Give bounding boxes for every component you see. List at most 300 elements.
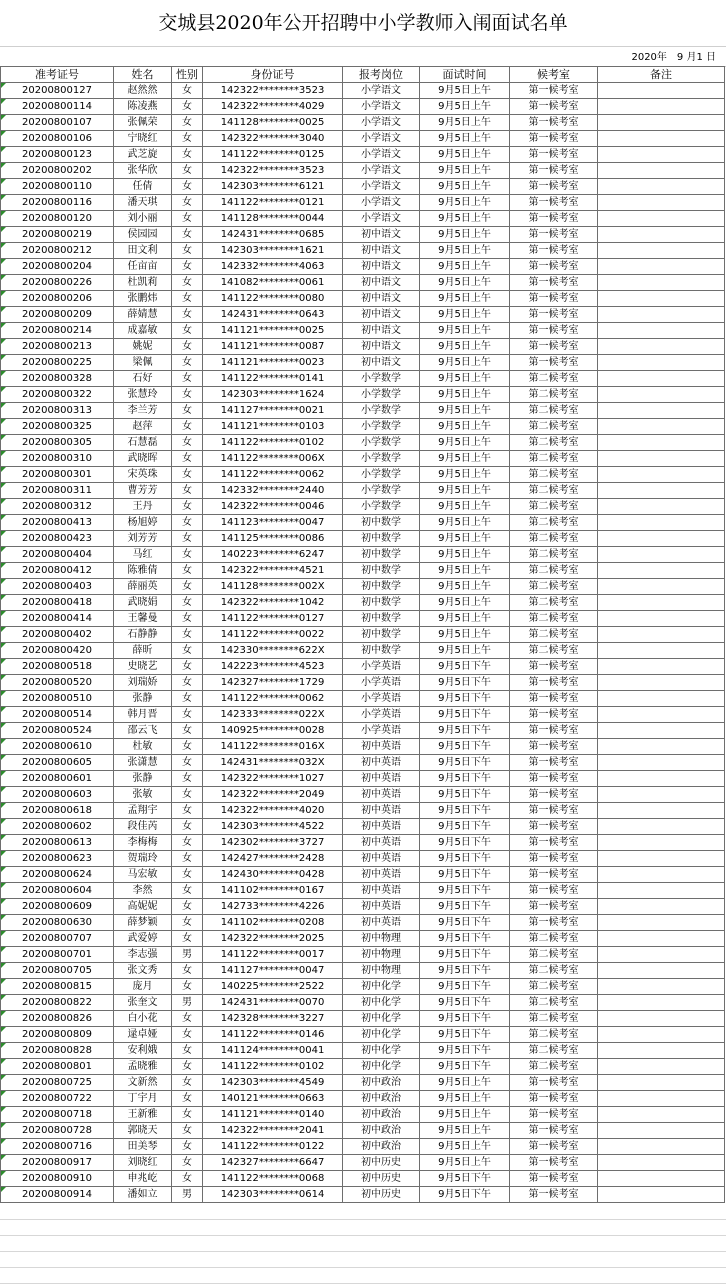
header-interview-time[interactable]: 面试时间: [420, 67, 510, 83]
cell-position[interactable]: 小学语文: [343, 99, 420, 115]
cell-id-number[interactable]: 142322********3523: [203, 163, 343, 179]
cell-remarks[interactable]: [598, 243, 725, 259]
cell-position[interactable]: 小学数学: [343, 483, 420, 499]
cell-gender[interactable]: 女: [172, 339, 203, 355]
cell-waiting-room[interactable]: 第二候考室: [510, 515, 598, 531]
cell-waiting-room[interactable]: 第二候考室: [510, 1011, 598, 1027]
cell-exam-id[interactable]: 20200800206: [1, 291, 114, 307]
cell-position[interactable]: 初中化学: [343, 1059, 420, 1075]
cell-waiting-room[interactable]: 第二候考室: [510, 947, 598, 963]
cell-remarks[interactable]: [598, 227, 725, 243]
cell-position[interactable]: 初中化学: [343, 1027, 420, 1043]
cell-interview-time[interactable]: 9月5日上午: [420, 1107, 510, 1123]
cell-interview-time[interactable]: 9月5日下午: [420, 995, 510, 1011]
cell-position[interactable]: 初中英语: [343, 851, 420, 867]
cell-name[interactable]: 潘天琪: [114, 195, 172, 211]
cell-interview-time[interactable]: 9月5日上午: [420, 467, 510, 483]
cell-name[interactable]: 史晓艺: [114, 659, 172, 675]
cell-remarks[interactable]: [598, 931, 725, 947]
cell-exam-id[interactable]: 20200800219: [1, 227, 114, 243]
cell-id-number[interactable]: 142322********2049: [203, 787, 343, 803]
cell-position[interactable]: 初中语文: [343, 275, 420, 291]
cell-remarks[interactable]: [598, 1107, 725, 1123]
cell-id-number[interactable]: 142330********622X: [203, 643, 343, 659]
cell-waiting-room[interactable]: 第二候考室: [510, 499, 598, 515]
cell-remarks[interactable]: [598, 355, 725, 371]
cell-id-number[interactable]: 141127********0021: [203, 403, 343, 419]
cell-exam-id[interactable]: 20200800605: [1, 755, 114, 771]
cell-waiting-room[interactable]: 第一候考室: [510, 867, 598, 883]
cell-id-number[interactable]: 141102********0167: [203, 883, 343, 899]
cell-name[interactable]: 李兰芳: [114, 403, 172, 419]
cell-position[interactable]: 初中化学: [343, 995, 420, 1011]
cell-position[interactable]: 小学英语: [343, 659, 420, 675]
cell-interview-time[interactable]: 9月5日上午: [420, 243, 510, 259]
cell-id-number[interactable]: 142431********0643: [203, 307, 343, 323]
cell-gender[interactable]: 女: [172, 1075, 203, 1091]
cell-id-number[interactable]: 141122********0062: [203, 467, 343, 483]
cell-id-number[interactable]: 142322********1027: [203, 771, 343, 787]
cell-position[interactable]: 小学语文: [343, 131, 420, 147]
cell-remarks[interactable]: [598, 851, 725, 867]
cell-name[interactable]: 张潇慧: [114, 755, 172, 771]
cell-position[interactable]: 小学数学: [343, 403, 420, 419]
cell-name[interactable]: 李然: [114, 883, 172, 899]
cell-exam-id[interactable]: 20200800514: [1, 707, 114, 723]
cell-gender[interactable]: 女: [172, 787, 203, 803]
cell-position[interactable]: 小学数学: [343, 499, 420, 515]
cell-remarks[interactable]: [598, 99, 725, 115]
cell-gender[interactable]: 女: [172, 707, 203, 723]
cell-waiting-room[interactable]: 第一候考室: [510, 275, 598, 291]
cell-interview-time[interactable]: 9月5日下午: [420, 675, 510, 691]
cell-waiting-room[interactable]: 第一候考室: [510, 851, 598, 867]
cell-name[interactable]: 姚妮: [114, 339, 172, 355]
cell-exam-id[interactable]: 20200800603: [1, 787, 114, 803]
cell-interview-time[interactable]: 9月5日下午: [420, 899, 510, 915]
cell-remarks[interactable]: [598, 1171, 725, 1187]
cell-id-number[interactable]: 142431********0070: [203, 995, 343, 1011]
cell-gender[interactable]: 男: [172, 995, 203, 1011]
cell-interview-time[interactable]: 9月5日上午: [420, 579, 510, 595]
cell-interview-time[interactable]: 9月5日上午: [420, 563, 510, 579]
cell-remarks[interactable]: [598, 691, 725, 707]
cell-id-number[interactable]: 142733********4226: [203, 899, 343, 915]
cell-interview-time[interactable]: 9月5日上午: [420, 547, 510, 563]
cell-remarks[interactable]: [598, 819, 725, 835]
cell-gender[interactable]: 女: [172, 675, 203, 691]
cell-interview-time[interactable]: 9月5日上午: [420, 435, 510, 451]
cell-remarks[interactable]: [598, 947, 725, 963]
cell-name[interactable]: 孟晓雅: [114, 1059, 172, 1075]
cell-name[interactable]: 刘晓红: [114, 1155, 172, 1171]
cell-waiting-room[interactable]: 第一候考室: [510, 259, 598, 275]
cell-gender[interactable]: 女: [172, 899, 203, 915]
cell-waiting-room[interactable]: 第一候考室: [510, 323, 598, 339]
cell-remarks[interactable]: [598, 1123, 725, 1139]
cell-position[interactable]: 小学英语: [343, 723, 420, 739]
cell-exam-id[interactable]: 20200800301: [1, 467, 114, 483]
cell-position[interactable]: 初中化学: [343, 1011, 420, 1027]
cell-position[interactable]: 初中英语: [343, 787, 420, 803]
cell-id-number[interactable]: 142303********4549: [203, 1075, 343, 1091]
cell-name[interactable]: 杜凯莉: [114, 275, 172, 291]
cell-gender[interactable]: 女: [172, 419, 203, 435]
cell-gender[interactable]: 女: [172, 771, 203, 787]
cell-exam-id[interactable]: 20200800310: [1, 451, 114, 467]
cell-exam-id[interactable]: 20200800718: [1, 1107, 114, 1123]
cell-position[interactable]: 小学语文: [343, 211, 420, 227]
cell-remarks[interactable]: [598, 547, 725, 563]
cell-interview-time[interactable]: 9月5日上午: [420, 307, 510, 323]
cell-id-number[interactable]: 142427********2428: [203, 851, 343, 867]
cell-position[interactable]: 初中英语: [343, 883, 420, 899]
cell-waiting-room[interactable]: 第一候考室: [510, 707, 598, 723]
cell-waiting-room[interactable]: 第二候考室: [510, 387, 598, 403]
cell-exam-id[interactable]: 20200800209: [1, 307, 114, 323]
cell-interview-time[interactable]: 9月5日下午: [420, 787, 510, 803]
cell-id-number[interactable]: 141121********0140: [203, 1107, 343, 1123]
cell-remarks[interactable]: [598, 531, 725, 547]
cell-waiting-room[interactable]: 第二候考室: [510, 451, 598, 467]
cell-gender[interactable]: 女: [172, 435, 203, 451]
cell-position[interactable]: 初中语文: [343, 339, 420, 355]
cell-gender[interactable]: 女: [172, 1011, 203, 1027]
cell-name[interactable]: 张静: [114, 691, 172, 707]
cell-position[interactable]: 初中英语: [343, 739, 420, 755]
cell-id-number[interactable]: 141122********016X: [203, 739, 343, 755]
cell-remarks[interactable]: [598, 147, 725, 163]
cell-waiting-room[interactable]: 第二候考室: [510, 1027, 598, 1043]
cell-interview-time[interactable]: 9月5日上午: [420, 419, 510, 435]
cell-remarks[interactable]: [598, 115, 725, 131]
cell-interview-time[interactable]: 9月5日上午: [420, 211, 510, 227]
cell-waiting-room[interactable]: 第一候考室: [510, 83, 598, 99]
cell-exam-id[interactable]: 20200800801: [1, 1059, 114, 1075]
cell-id-number[interactable]: 141082********0061: [203, 275, 343, 291]
cell-position[interactable]: 小学语文: [343, 147, 420, 163]
cell-position[interactable]: 小学英语: [343, 675, 420, 691]
cell-id-number[interactable]: 141122********0080: [203, 291, 343, 307]
cell-exam-id[interactable]: 20200800815: [1, 979, 114, 995]
cell-remarks[interactable]: [598, 387, 725, 403]
cell-name[interactable]: 马红: [114, 547, 172, 563]
cell-name[interactable]: 张佩荣: [114, 115, 172, 131]
cell-position[interactable]: 小学语文: [343, 195, 420, 211]
cell-gender[interactable]: 女: [172, 803, 203, 819]
cell-gender[interactable]: 女: [172, 1091, 203, 1107]
cell-exam-id[interactable]: 20200800725: [1, 1075, 114, 1091]
cell-remarks[interactable]: [598, 707, 725, 723]
cell-gender[interactable]: 女: [172, 499, 203, 515]
cell-exam-id[interactable]: 20200800510: [1, 691, 114, 707]
cell-id-number[interactable]: 142430********0428: [203, 867, 343, 883]
cell-gender[interactable]: 女: [172, 1155, 203, 1171]
cell-interview-time[interactable]: 9月5日上午: [420, 627, 510, 643]
cell-gender[interactable]: 女: [172, 1027, 203, 1043]
cell-interview-time[interactable]: 9月5日下午: [420, 819, 510, 835]
cell-id-number[interactable]: 140121********0663: [203, 1091, 343, 1107]
header-waiting-room[interactable]: 候考室: [510, 67, 598, 83]
cell-waiting-room[interactable]: 第一候考室: [510, 243, 598, 259]
cell-name[interactable]: 王新雅: [114, 1107, 172, 1123]
cell-exam-id[interactable]: 20200800609: [1, 899, 114, 915]
cell-name[interactable]: 王馨曼: [114, 611, 172, 627]
cell-remarks[interactable]: [598, 83, 725, 99]
cell-interview-time[interactable]: 9月5日上午: [420, 83, 510, 99]
cell-position[interactable]: 小学数学: [343, 387, 420, 403]
cell-interview-time[interactable]: 9月5日上午: [420, 99, 510, 115]
cell-id-number[interactable]: 142322********4521: [203, 563, 343, 579]
cell-position[interactable]: 初中政治: [343, 1091, 420, 1107]
cell-name[interactable]: 田美琴: [114, 1139, 172, 1155]
cell-name[interactable]: 赵萍: [114, 419, 172, 435]
cell-exam-id[interactable]: 20200800106: [1, 131, 114, 147]
cell-gender[interactable]: 女: [172, 739, 203, 755]
cell-waiting-room[interactable]: 第一候考室: [510, 227, 598, 243]
cell-remarks[interactable]: [598, 835, 725, 851]
cell-position[interactable]: 初中语文: [343, 243, 420, 259]
cell-position[interactable]: 小学数学: [343, 467, 420, 483]
cell-id-number[interactable]: 142303********6121: [203, 179, 343, 195]
cell-gender[interactable]: 女: [172, 1043, 203, 1059]
cell-interview-time[interactable]: 9月5日上午: [420, 323, 510, 339]
cell-position[interactable]: 初中英语: [343, 835, 420, 851]
cell-id-number[interactable]: 142322********4020: [203, 803, 343, 819]
cell-waiting-room[interactable]: 第二候考室: [510, 627, 598, 643]
cell-exam-id[interactable]: 20200800604: [1, 883, 114, 899]
cell-remarks[interactable]: [598, 1075, 725, 1091]
cell-name[interactable]: 石好: [114, 371, 172, 387]
cell-name[interactable]: 武晓晖: [114, 451, 172, 467]
cell-exam-id[interactable]: 20200800613: [1, 835, 114, 851]
cell-id-number[interactable]: 142332********2440: [203, 483, 343, 499]
cell-remarks[interactable]: [598, 803, 725, 819]
cell-name[interactable]: 邵云飞: [114, 723, 172, 739]
cell-remarks[interactable]: [598, 275, 725, 291]
cell-id-number[interactable]: 142327********6647: [203, 1155, 343, 1171]
cell-id-number[interactable]: 142303********1624: [203, 387, 343, 403]
cell-interview-time[interactable]: 9月5日上午: [420, 115, 510, 131]
cell-exam-id[interactable]: 20200800225: [1, 355, 114, 371]
cell-waiting-room[interactable]: 第二候考室: [510, 931, 598, 947]
cell-interview-time[interactable]: 9月5日上午: [420, 595, 510, 611]
cell-gender[interactable]: 女: [172, 451, 203, 467]
cell-exam-id[interactable]: 20200800826: [1, 1011, 114, 1027]
cell-name[interactable]: 宁晓红: [114, 131, 172, 147]
cell-waiting-room[interactable]: 第一候考室: [510, 195, 598, 211]
cell-name[interactable]: 薛昕: [114, 643, 172, 659]
cell-remarks[interactable]: [598, 675, 725, 691]
cell-name[interactable]: 安利娥: [114, 1043, 172, 1059]
cell-position[interactable]: 初中英语: [343, 771, 420, 787]
cell-exam-id[interactable]: 20200800120: [1, 211, 114, 227]
cell-gender[interactable]: 女: [172, 83, 203, 99]
cell-waiting-room[interactable]: 第一候考室: [510, 1107, 598, 1123]
cell-exam-id[interactable]: 20200800313: [1, 403, 114, 419]
cell-name[interactable]: 高妮妮: [114, 899, 172, 915]
cell-name[interactable]: 杨旭婷: [114, 515, 172, 531]
cell-id-number[interactable]: 142333********022X: [203, 707, 343, 723]
cell-gender[interactable]: 女: [172, 883, 203, 899]
cell-name[interactable]: 薛梦颖: [114, 915, 172, 931]
cell-interview-time[interactable]: 9月5日上午: [420, 1123, 510, 1139]
cell-id-number[interactable]: 141122********0022: [203, 627, 343, 643]
cell-waiting-room[interactable]: 第一候考室: [510, 787, 598, 803]
cell-remarks[interactable]: [598, 723, 725, 739]
cell-waiting-room[interactable]: 第一候考室: [510, 739, 598, 755]
cell-remarks[interactable]: [598, 1027, 725, 1043]
cell-interview-time[interactable]: 9月5日上午: [420, 403, 510, 419]
cell-gender[interactable]: 男: [172, 947, 203, 963]
cell-gender[interactable]: 女: [172, 867, 203, 883]
cell-id-number[interactable]: 141122********006X: [203, 451, 343, 467]
cell-remarks[interactable]: [598, 483, 725, 499]
cell-interview-time[interactable]: 9月5日下午: [420, 659, 510, 675]
cell-position[interactable]: 初中数学: [343, 579, 420, 595]
cell-interview-time[interactable]: 9月5日上午: [420, 371, 510, 387]
cell-position[interactable]: 初中语文: [343, 323, 420, 339]
cell-exam-id[interactable]: 20200800623: [1, 851, 114, 867]
cell-gender[interactable]: 女: [172, 483, 203, 499]
cell-name[interactable]: 张静: [114, 771, 172, 787]
cell-waiting-room[interactable]: 第二候考室: [510, 611, 598, 627]
cell-interview-time[interactable]: 9月5日下午: [420, 835, 510, 851]
cell-position[interactable]: 初中政治: [343, 1123, 420, 1139]
cell-gender[interactable]: 女: [172, 403, 203, 419]
cell-remarks[interactable]: [598, 419, 725, 435]
cell-name[interactable]: 张鹏炜: [114, 291, 172, 307]
cell-interview-time[interactable]: 9月5日上午: [420, 531, 510, 547]
cell-waiting-room[interactable]: 第一候考室: [510, 211, 598, 227]
cell-gender[interactable]: 女: [172, 515, 203, 531]
cell-id-number[interactable]: 141102********0208: [203, 915, 343, 931]
header-name[interactable]: 姓名: [114, 67, 172, 83]
cell-name[interactable]: 曹芳芳: [114, 483, 172, 499]
cell-name[interactable]: 贺瑞玲: [114, 851, 172, 867]
cell-id-number[interactable]: 141128********0044: [203, 211, 343, 227]
cell-gender[interactable]: 女: [172, 291, 203, 307]
cell-gender[interactable]: 女: [172, 563, 203, 579]
cell-exam-id[interactable]: 20200800610: [1, 739, 114, 755]
cell-waiting-room[interactable]: 第一候考室: [510, 115, 598, 131]
cell-interview-time[interactable]: 9月5日下午: [420, 1027, 510, 1043]
cell-exam-id[interactable]: 20200800226: [1, 275, 114, 291]
cell-remarks[interactable]: [598, 467, 725, 483]
cell-gender[interactable]: 女: [172, 371, 203, 387]
cell-name[interactable]: 武爱婷: [114, 931, 172, 947]
cell-remarks[interactable]: [598, 1059, 725, 1075]
cell-interview-time[interactable]: 9月5日上午: [420, 499, 510, 515]
cell-id-number[interactable]: 141122********0141: [203, 371, 343, 387]
cell-name[interactable]: 宋英珠: [114, 467, 172, 483]
cell-exam-id[interactable]: 20200800116: [1, 195, 114, 211]
cell-id-number[interactable]: 142322********0046: [203, 499, 343, 515]
cell-name[interactable]: 陈雅倩: [114, 563, 172, 579]
cell-interview-time[interactable]: 9月5日上午: [420, 1075, 510, 1091]
cell-name[interactable]: 张华欣: [114, 163, 172, 179]
cell-interview-time[interactable]: 9月5日上午: [420, 227, 510, 243]
cell-remarks[interactable]: [598, 451, 725, 467]
cell-name[interactable]: 张敏: [114, 787, 172, 803]
cell-interview-time[interactable]: 9月5日上午: [420, 275, 510, 291]
cell-exam-id[interactable]: 20200800914: [1, 1187, 114, 1203]
cell-id-number[interactable]: 142431********0685: [203, 227, 343, 243]
cell-waiting-room[interactable]: 第一候考室: [510, 339, 598, 355]
cell-remarks[interactable]: [598, 291, 725, 307]
cell-name[interactable]: 田文利: [114, 243, 172, 259]
cell-name[interactable]: 白小花: [114, 1011, 172, 1027]
cell-id-number[interactable]: 142332********4063: [203, 259, 343, 275]
header-position[interactable]: 报考岗位: [343, 67, 420, 83]
cell-waiting-room[interactable]: 第一候考室: [510, 179, 598, 195]
header-remarks[interactable]: 备注: [598, 67, 725, 83]
cell-exam-id[interactable]: 20200800705: [1, 963, 114, 979]
cell-name[interactable]: 侯园园: [114, 227, 172, 243]
cell-gender[interactable]: 女: [172, 643, 203, 659]
cell-name[interactable]: 薛丽英: [114, 579, 172, 595]
cell-exam-id[interactable]: 20200800204: [1, 259, 114, 275]
cell-id-number[interactable]: 142431********032X: [203, 755, 343, 771]
cell-exam-id[interactable]: 20200800420: [1, 643, 114, 659]
cell-interview-time[interactable]: 9月5日上午: [420, 515, 510, 531]
cell-interview-time[interactable]: 9月5日上午: [420, 387, 510, 403]
cell-remarks[interactable]: [598, 611, 725, 627]
cell-id-number[interactable]: 140225********2522: [203, 979, 343, 995]
cell-interview-time[interactable]: 9月5日下午: [420, 803, 510, 819]
cell-position[interactable]: 初中政治: [343, 1107, 420, 1123]
cell-position[interactable]: 小学语文: [343, 179, 420, 195]
cell-name[interactable]: 武晓娟: [114, 595, 172, 611]
cell-waiting-room[interactable]: 第二候考室: [510, 419, 598, 435]
cell-waiting-room[interactable]: 第一候考室: [510, 803, 598, 819]
cell-waiting-room[interactable]: 第二候考室: [510, 547, 598, 563]
cell-name[interactable]: 郭晓天: [114, 1123, 172, 1139]
cell-waiting-room[interactable]: 第二候考室: [510, 563, 598, 579]
cell-gender[interactable]: 女: [172, 755, 203, 771]
cell-id-number[interactable]: 141128********0025: [203, 115, 343, 131]
cell-id-number[interactable]: 142303********1621: [203, 243, 343, 259]
cell-exam-id[interactable]: 20200800624: [1, 867, 114, 883]
cell-position[interactable]: 初中物理: [343, 963, 420, 979]
cell-remarks[interactable]: [598, 867, 725, 883]
cell-exam-id[interactable]: 20200800110: [1, 179, 114, 195]
cell-waiting-room[interactable]: 第一候考室: [510, 1155, 598, 1171]
cell-gender[interactable]: 女: [172, 579, 203, 595]
cell-name[interactable]: 刘小丽: [114, 211, 172, 227]
cell-name[interactable]: 张慧玲: [114, 387, 172, 403]
cell-gender[interactable]: 女: [172, 1171, 203, 1187]
cell-waiting-room[interactable]: 第一候考室: [510, 1187, 598, 1203]
cell-exam-id[interactable]: 20200800910: [1, 1171, 114, 1187]
cell-position[interactable]: 初中数学: [343, 547, 420, 563]
cell-remarks[interactable]: [598, 1187, 725, 1203]
cell-id-number[interactable]: 141122********0125: [203, 147, 343, 163]
cell-waiting-room[interactable]: 第二候考室: [510, 963, 598, 979]
cell-name[interactable]: 丁宇月: [114, 1091, 172, 1107]
cell-waiting-room[interactable]: 第二候考室: [510, 467, 598, 483]
cell-exam-id[interactable]: 20200800630: [1, 915, 114, 931]
cell-name[interactable]: 潘如立: [114, 1187, 172, 1203]
cell-interview-time[interactable]: 9月5日下午: [420, 979, 510, 995]
cell-waiting-room[interactable]: 第二候考室: [510, 595, 598, 611]
cell-name[interactable]: 梁佩: [114, 355, 172, 371]
cell-position[interactable]: 初中英语: [343, 915, 420, 931]
cell-interview-time[interactable]: 9月5日上午: [420, 1091, 510, 1107]
cell-exam-id[interactable]: 20200800414: [1, 611, 114, 627]
cell-id-number[interactable]: 141128********002X: [203, 579, 343, 595]
cell-exam-id[interactable]: 20200800127: [1, 83, 114, 99]
